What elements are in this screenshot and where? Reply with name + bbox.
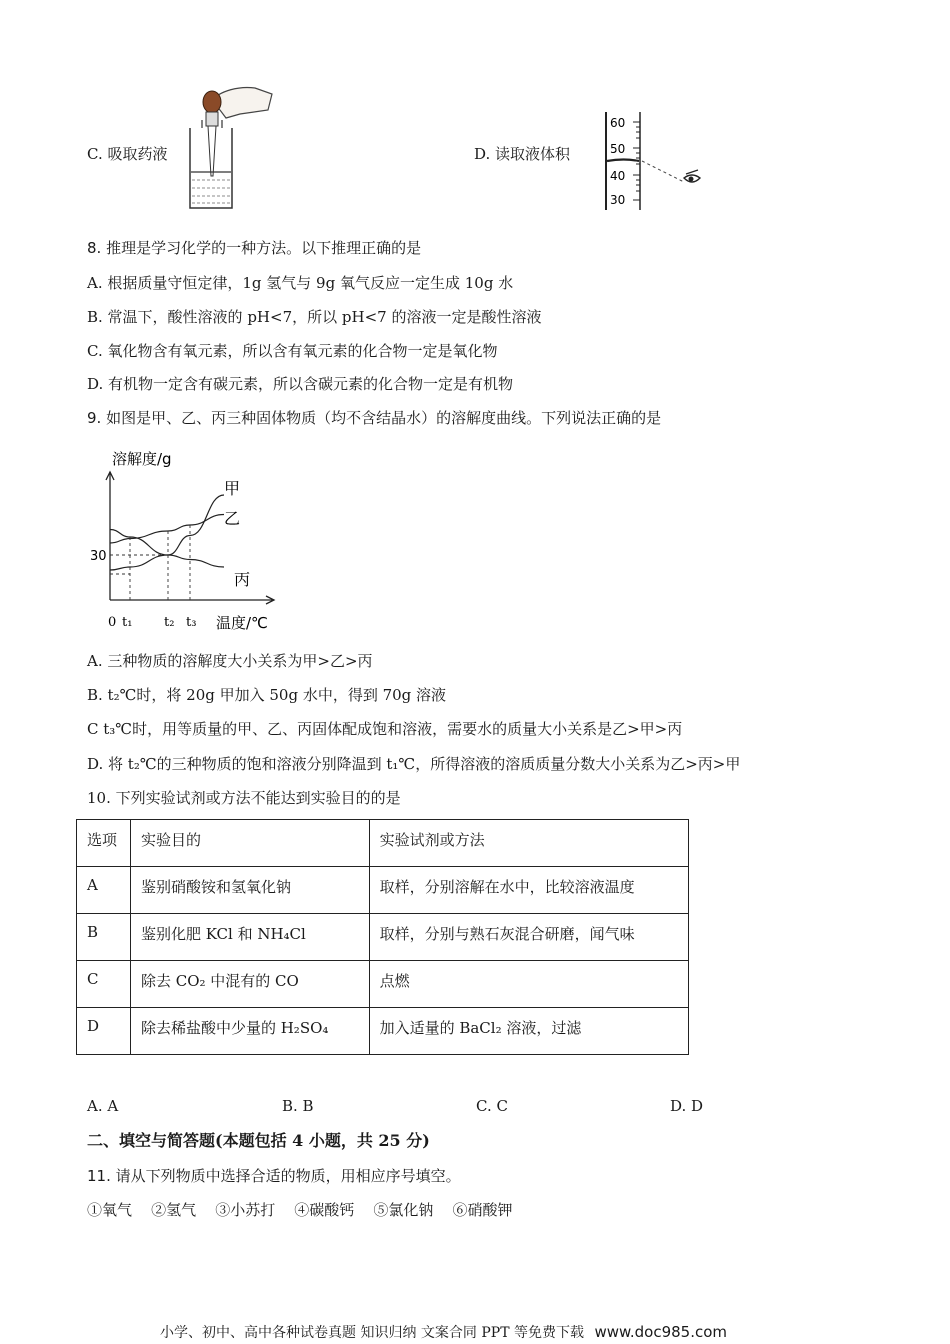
table-cell: 除去 CO₂ 中混有的 CO bbox=[130, 961, 369, 1008]
y-axis-label: 溶解度/g bbox=[112, 450, 172, 468]
table-cell: B bbox=[77, 914, 131, 961]
q7-option-c: C. 吸取药液 bbox=[87, 145, 168, 163]
graduated-cylinder-figure bbox=[600, 108, 710, 212]
q8-stem: 8. 推理是学习化学的一种方法。以下推理正确的是 bbox=[87, 239, 422, 257]
table-row bbox=[77, 914, 689, 961]
x-tick-label: t₃ bbox=[186, 615, 197, 630]
table-cell: A bbox=[77, 867, 131, 914]
x-axis-label: 温度/℃ bbox=[216, 614, 268, 632]
table-cell: 除去稀盐酸中少量的 H₂SO₄ bbox=[130, 1008, 369, 1055]
series-label-3: 丙 bbox=[234, 570, 251, 589]
x-tick-label: 0 bbox=[108, 615, 117, 630]
table-row bbox=[77, 867, 689, 914]
list-item: ⑥硝酸钾 bbox=[452, 1201, 513, 1219]
table-cell: 点燃 bbox=[369, 961, 688, 1008]
eye-icon bbox=[684, 170, 700, 182]
dropper-bottle-figure bbox=[180, 80, 280, 212]
section-title: 二、填空与简答题(本题包括 4 小题，共 25 分) bbox=[87, 1131, 430, 1150]
footer bbox=[160, 1322, 727, 1342]
table-cell: 鉴别化肥 KCl 和 NH₄Cl bbox=[130, 914, 369, 961]
table-row bbox=[77, 1008, 689, 1055]
q9-option-b: B. t₂℃时，将 20g 甲加入 50g 水中，得到 70g 溶液 bbox=[87, 686, 447, 704]
table-row bbox=[77, 961, 689, 1008]
q11-stem: 11. 请从下列物质中选择合适的物质，用相应序号填空。 bbox=[87, 1167, 461, 1185]
list-item: ④碳酸钙 bbox=[294, 1201, 355, 1219]
cylinder-tick-30: 30 bbox=[610, 193, 626, 207]
q8-option-c: C. 氧化物含有氧元素，所以含有氧元素的化合物一定是氧化物 bbox=[87, 342, 498, 360]
x-tick-label: t₁ bbox=[122, 615, 133, 630]
solubility-chart bbox=[86, 442, 286, 638]
q10-answer-c: C. C bbox=[476, 1097, 508, 1115]
q9-option-c: C t₃℃时，用等质量的甲、乙、丙固体配成饱和溶液，需要水的质量大小关系是乙>甲>丙 bbox=[87, 720, 683, 738]
table-cell: C bbox=[77, 961, 131, 1008]
q9-option-a: A. 三种物质的溶解度大小关系为甲>乙>丙 bbox=[87, 652, 373, 670]
table-header-cell: 实验试剂或方法 bbox=[369, 820, 688, 867]
cylinder-tick-60: 60 bbox=[610, 116, 626, 130]
list-item: ①氧气 bbox=[87, 1201, 133, 1219]
x-tick-label: t₂ bbox=[164, 615, 175, 630]
cylinder-tick-50: 50 bbox=[610, 142, 626, 156]
q9-option-d: D. 将 t₂℃的三种物质的饱和溶液分别降温到 t₁℃，所得溶液的溶质质量分数大小关系为乙>丙>甲 bbox=[87, 755, 741, 773]
q10-answer-a: A. A bbox=[87, 1097, 119, 1115]
table-cell: 取样，分别与熟石灰混合研磨，闻气味 bbox=[369, 914, 688, 961]
q7-option-d: D. 读取液体积 bbox=[474, 145, 571, 163]
table-header-row bbox=[77, 820, 689, 867]
list-item: ③小苏打 bbox=[215, 1201, 276, 1219]
series-line-1 bbox=[110, 495, 224, 570]
q10-stem: 10. 下列实验试剂或方法不能达到实验目的的是 bbox=[87, 789, 401, 807]
y-tick-label: 30 bbox=[90, 549, 107, 564]
q8-option-a: A. 根据质量守恒定律，1g 氢气与 9g 氧气反应一定生成 10g 水 bbox=[87, 274, 514, 292]
q9-stem: 9. 如图是甲、乙、丙三种固体物质（均不含结晶水）的溶解度曲线。下列说法正确的是 bbox=[87, 409, 662, 427]
q10-answer-d: D. D bbox=[670, 1097, 704, 1115]
table-cell: 取样，分别溶解在水中，比较溶液温度 bbox=[369, 867, 688, 914]
list-item: ⑤氯化钠 bbox=[373, 1201, 434, 1219]
table-cell: 鉴别硝酸铵和氢氧化钠 bbox=[130, 867, 369, 914]
experiment-table bbox=[76, 819, 689, 1055]
q8-option-b: B. 常温下，酸性溶液的 pH<7，所以 pH<7 的溶液一定是酸性溶液 bbox=[87, 308, 542, 326]
footer-text: 小学、初中、高中各种试卷真题 知识归纳 文案合同 PPT 等免费下载 bbox=[160, 1325, 584, 1341]
series-label-1: 甲 bbox=[224, 479, 241, 498]
table-header-cell: 实验目的 bbox=[130, 820, 369, 867]
series-line-2 bbox=[110, 515, 224, 544]
series-label-2: 乙 bbox=[224, 509, 241, 528]
q11-items bbox=[87, 1200, 512, 1220]
table-header-cell: 选项 bbox=[77, 820, 131, 867]
q10-answer-b: B. B bbox=[282, 1097, 314, 1115]
footer-link[interactable]: www.doc985.com bbox=[594, 1323, 728, 1341]
q8-option-d: D. 有机物一定含有碳元素，所以含碳元素的化合物一定是有机物 bbox=[87, 375, 514, 393]
table-cell: D bbox=[77, 1008, 131, 1055]
table-cell: 加入适量的 BaCl₂ 溶液，过滤 bbox=[369, 1008, 688, 1055]
list-item: ②氢气 bbox=[151, 1201, 197, 1219]
series-line-3 bbox=[110, 530, 224, 568]
cylinder-tick-40: 40 bbox=[610, 169, 626, 183]
